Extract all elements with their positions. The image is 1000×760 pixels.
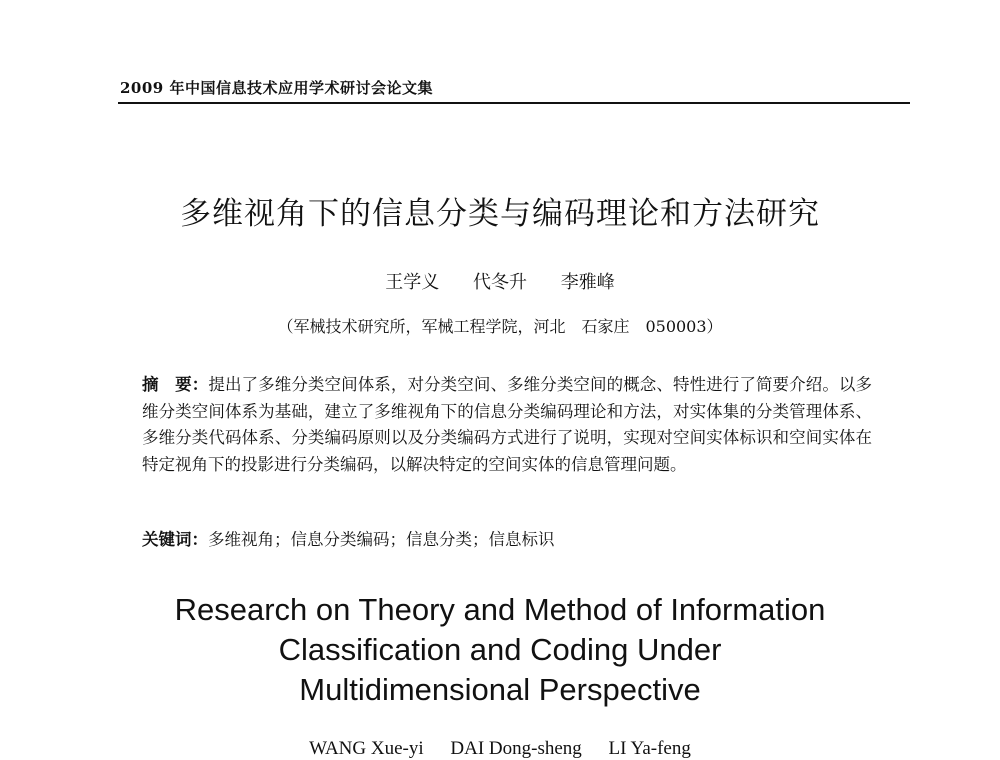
- english-author-1: WANG Xue-yi: [309, 738, 424, 759]
- author-3: 李雅峰: [560, 272, 615, 293]
- english-author-3: LI Ya-feng: [608, 738, 691, 759]
- english-title-line-2: Classification and Coding Under: [278, 632, 722, 667]
- chinese-authors: [0, 268, 1000, 294]
- author-2: 代冬升: [473, 272, 527, 293]
- abstract-label: 摘 要：: [142, 375, 209, 394]
- keywords-label: 关键词：: [142, 530, 208, 549]
- english-title-line-3: Multidimensional Perspective: [299, 672, 701, 707]
- chinese-affiliation: （军械技术研究所，军械工程学院，河北 石家庄 050003）: [277, 317, 723, 336]
- english-authors: [0, 738, 1000, 760]
- keywords-text: 多维视角；信息分类编码；信息分类；信息标识: [208, 530, 555, 549]
- english-author-2: DAI Dong-sheng: [450, 738, 582, 759]
- abstract-text: 提出了多维分类空间体系，对分类空间、多维分类空间的概念、特性进行了简要介绍。以多维分类空间体系为基础，建立了多维视角下的信息分类编码理论和方法，对实体集的分类管理体系、多维分类代码体系、分类编码原则以及分类编码方式进行了说明，实现对空间实体标识和空间实体在特定视角下的投影进行分类编码，以解决特定的空间实体的信息管理问题。: [142, 375, 873, 474]
- author-1: 王学义: [385, 272, 440, 293]
- header-text: 2009 年中国信息技术应用学术研讨会论文集: [120, 79, 433, 97]
- english-title-line-1: Research on Theory and Method of Information: [174, 592, 826, 627]
- english-title: [0, 590, 1000, 710]
- running-header: [118, 76, 910, 104]
- chinese-title: 多维视角下的信息分类与编码理论和方法研究: [180, 196, 820, 232]
- keywords: [142, 527, 872, 553]
- abstract: [142, 372, 872, 478]
